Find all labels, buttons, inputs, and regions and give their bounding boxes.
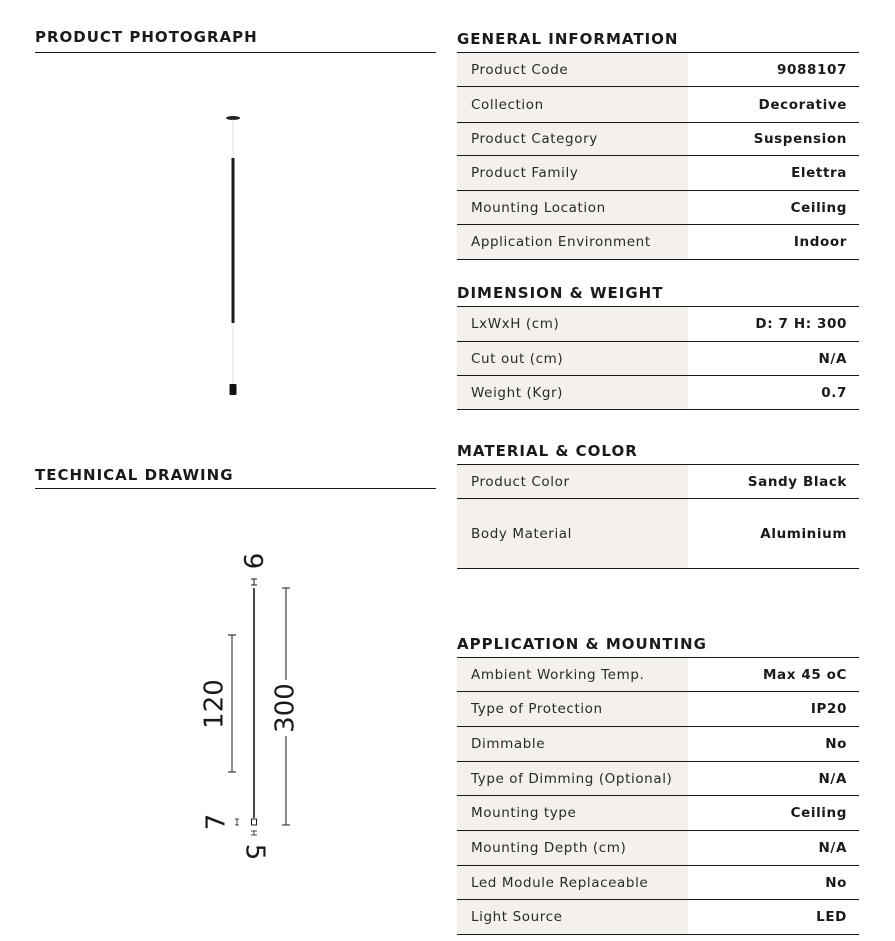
spec-row-cut-out	[457, 342, 859, 376]
spec-label: Product Family	[457, 156, 688, 190]
photo-title-rule	[35, 52, 436, 53]
spec-label: Type of Dimming (Optional)	[457, 762, 688, 795]
spec-label: Body Material	[457, 499, 688, 568]
spec-row-dimming-type	[457, 762, 859, 796]
spec-row-body-material	[457, 499, 859, 569]
spec-row-product-family	[457, 156, 859, 191]
product-photograph	[210, 110, 260, 400]
spec-row-led-replaceable	[457, 866, 859, 900]
spec-label: Application Environment	[457, 225, 688, 259]
spec-value: Suspension	[753, 131, 847, 147]
spec-label: LxWxH (cm)	[457, 307, 688, 341]
technical-drawing-title: TECHNICAL DRAWING	[35, 466, 234, 484]
spec-label: Led Module Replaceable	[457, 866, 688, 899]
spec-row-protection	[457, 692, 859, 727]
spec-value: N/A	[818, 770, 847, 787]
spec-row-collection	[457, 87, 859, 123]
spec-row-product-color	[457, 465, 859, 499]
material-color-title: MATERIAL & COLOR	[457, 442, 638, 460]
spec-value: Aluminium	[760, 525, 847, 542]
spec-label: Mounting type	[457, 796, 688, 830]
spec-value: Max 45 oC	[762, 666, 847, 683]
spec-value: No	[825, 736, 847, 752]
spec-value: N/A	[818, 350, 847, 367]
dim-total-label: 300	[270, 683, 301, 733]
spec-value: Ceiling	[790, 199, 847, 216]
spec-label: Collection	[457, 87, 688, 122]
spec-label: Product Code	[457, 53, 688, 86]
dim-small-label: 7	[201, 813, 232, 831]
spec-label: Dimmable	[457, 727, 688, 761]
spec-row-application-environment	[457, 225, 859, 260]
spec-row-product-code	[457, 53, 859, 87]
general-information-title: GENERAL INFORMATION	[457, 30, 679, 48]
spec-label: Light Source	[457, 900, 688, 934]
drawing-title-rule	[35, 488, 436, 489]
spec-value: No	[825, 874, 847, 891]
dim-bottom-label: 5	[239, 843, 270, 861]
spec-value: Indoor	[793, 234, 847, 250]
spec-value: Ceiling	[790, 805, 847, 821]
spec-label: Mounting Depth (cm)	[457, 831, 688, 865]
spec-label: Cut out (cm)	[457, 342, 688, 375]
spec-label: Type of Protection	[457, 692, 688, 726]
dim-segment-label: 120	[199, 679, 230, 729]
spec-row-mounting-depth	[457, 831, 859, 866]
spec-row-dimmable	[457, 727, 859, 762]
spec-value: 9088107	[777, 61, 847, 78]
spec-row-product-category	[457, 123, 859, 156]
dimension-weight-title: DIMENSION & WEIGHT	[457, 284, 664, 302]
spec-value: Elettra	[791, 165, 847, 181]
spec-value: 0.7	[821, 384, 847, 401]
spec-label: Ambient Working Temp.	[457, 658, 688, 691]
spec-value: IP20	[810, 701, 847, 717]
spec-row-ambient-temp	[457, 658, 859, 692]
spec-row-weight	[457, 376, 859, 410]
spec-value: Decorative	[758, 96, 847, 113]
product-photograph-title: PRODUCT PHOTOGRAPH	[35, 28, 258, 46]
spec-row-mounting-type	[457, 796, 859, 831]
spec-row-light-source	[457, 900, 859, 935]
spec-label: Product Color	[457, 465, 688, 498]
spec-row-dimensions	[457, 307, 859, 342]
spec-label: Weight (Kgr)	[457, 376, 688, 409]
spec-value: Sandy Black	[747, 473, 847, 490]
application-mounting-title: APPLICATION & MOUNTING	[457, 635, 707, 653]
technical-drawing	[195, 540, 315, 870]
spec-value: N/A	[818, 840, 847, 856]
spec-label: Mounting Location	[457, 191, 688, 224]
spec-value: D: 7 H: 300	[755, 316, 847, 332]
dim-top-label: 9	[237, 552, 267, 570]
spec-row-mounting-location	[457, 191, 859, 225]
spec-label: Product Category	[457, 123, 688, 155]
spec-value: LED	[816, 909, 847, 925]
